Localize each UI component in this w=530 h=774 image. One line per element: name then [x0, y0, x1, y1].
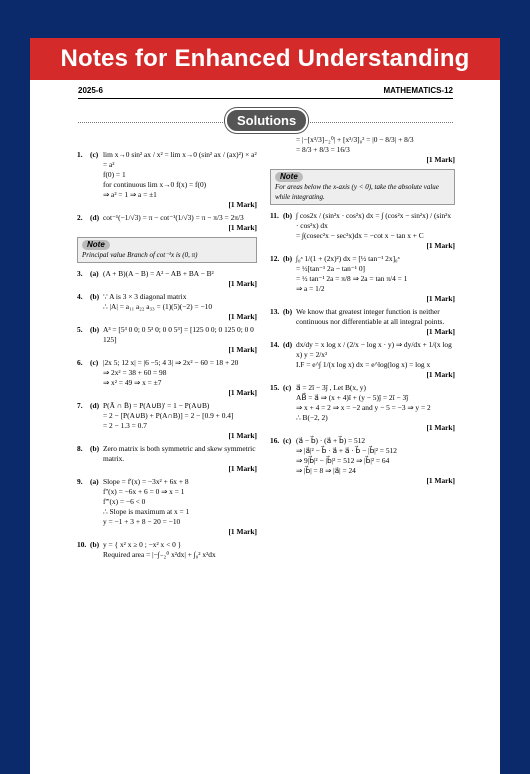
- mark-label: [1 Mark]: [228, 223, 257, 232]
- solution-item: [77, 540, 257, 560]
- question-number: 2.: [77, 213, 83, 222]
- solution-body: [296, 340, 455, 380]
- solution-body: [296, 254, 455, 304]
- solution-item: [270, 383, 455, 433]
- answer-option: (c): [90, 150, 99, 159]
- solution-line: AB⃗ = a⃗ ⇒ (x + 4)î + (y − 5)ĵ = 2î − 3ĵ: [296, 393, 409, 402]
- solution-line: cot⁻¹(−1/√3) = π − cot⁻¹(1/√3) = π − π/3 = 2π/3: [103, 213, 244, 222]
- solution-item: [77, 401, 257, 441]
- solution-item: [270, 135, 455, 165]
- page-number: 2025-6: [78, 86, 103, 95]
- mark-label: [1 Mark]: [426, 155, 455, 164]
- solution-line: f'''(x) = −6 < 0: [103, 497, 146, 506]
- question-number: 8.: [77, 444, 83, 453]
- solution-line: |2x 5; 12 x| = |6 −5; 4 3| ⇒ 2x² − 60 = 18 + 20: [103, 358, 239, 367]
- question-number: 1.: [77, 150, 83, 159]
- mark-label: [1 Mark]: [228, 464, 257, 473]
- solution-body: [296, 436, 455, 486]
- solution-item: [270, 436, 455, 486]
- solution-line: ⇒ a² = 1 ⇒ a = ±1: [103, 190, 157, 199]
- solutions-heading: Solutions: [225, 108, 308, 133]
- question-number: 12.: [270, 254, 280, 263]
- mark-label: [1 Mark]: [426, 476, 455, 485]
- question-number: 11.: [270, 211, 279, 220]
- question-number: 14.: [270, 340, 280, 349]
- solution-line: = 2 − [P(A∪B) + P(A∩B)] = 2 − [0.9 + 0.4]: [103, 411, 234, 420]
- answer-option: (b): [90, 444, 100, 453]
- question-number: 5.: [77, 325, 83, 334]
- solution-line: ⇒ x² = 49 ⇒ x = ±7: [103, 378, 162, 387]
- answer-option: (c): [283, 436, 292, 445]
- banner-title: Notes for Enhanced Understanding: [30, 38, 500, 80]
- note-box: [270, 169, 455, 205]
- question-number: 9.: [77, 477, 83, 486]
- header-rule: [78, 98, 453, 99]
- solution-line: A³ = [5³ 0 0; 0 5³ 0; 0 0 5³] = [125 0 0; 0 125 0; 0 0 125]: [103, 325, 254, 344]
- mark-label: [1 Mark]: [426, 294, 455, 303]
- mark-label: [1 Mark]: [426, 370, 455, 379]
- question-number: 10.: [77, 540, 87, 549]
- answer-option: (c): [90, 358, 99, 367]
- solution-line: (A + B)(A − B) = A² − AB + BA − B²: [103, 269, 214, 278]
- solution-line: ∴ |A| = a₁₁ a₂₂ a₃₃ = (1)(5)(−2) = −10: [103, 302, 213, 311]
- solution-line: We know that greatest integer function is neither continuous nor differentiable at all integral points.: [296, 307, 445, 326]
- solution-body: [103, 444, 257, 474]
- note-title: Note: [82, 240, 110, 250]
- mark-label: [1 Mark]: [426, 423, 455, 432]
- solution-line: dx/dy = x log x / (2/x − log x · y) ⇒ dy/dx + 1/(x log x) y = 2/x²: [296, 340, 452, 359]
- solution-line: a⃗ = 2î − 3ĵ , Let B(x, y): [296, 383, 366, 392]
- solution-line: for continuous lim x→0 f(x) = f(0): [103, 180, 207, 189]
- answer-option: (a): [90, 269, 99, 278]
- solution-line: f(0) = 1: [103, 170, 126, 179]
- answer-option: (b): [90, 292, 100, 301]
- solution-body: [103, 292, 257, 322]
- solution-item: [77, 325, 257, 355]
- solution-line: ⇒ 9|b⃗|² − |b⃗|² = 512 ⇒ |b⃗|² = 64: [296, 456, 390, 465]
- solution-line: ⇒ |b⃗| = 8 ⇒ |a⃗| = 24: [296, 466, 356, 475]
- solution-line: y = −1 + 3 + 8 − 20 = −10: [103, 517, 181, 526]
- solution-line: Required area = |−∫₋₂⁰ x²dx| + ∫₀² x²dx: [103, 550, 216, 559]
- solution-line: Slope = f'(x) = −3x² + 6x + 8: [103, 477, 189, 486]
- subject-title: MATHEMATICS-12: [383, 86, 453, 95]
- solution-body: [296, 307, 455, 337]
- solution-body: [103, 269, 257, 289]
- answer-option: (d): [90, 213, 100, 222]
- solution-line: ⇒ x + 4 = 2 ⇒ x = −2 and y − 5 = −3 ⇒ y = 2: [296, 403, 431, 412]
- answer-option: (b): [90, 325, 100, 334]
- solution-body: [103, 401, 257, 441]
- solution-body: [296, 383, 455, 433]
- solution-body: [103, 150, 257, 210]
- solution-item: [77, 269, 257, 289]
- solution-line: = 2 − 1.3 = 0.7: [103, 421, 147, 430]
- answer-option: (b): [283, 254, 293, 263]
- solution-line: = |−[x³/3]₋₂⁰| + [x³/3]₀² = |0 − 8/3| + 8/3: [296, 135, 414, 144]
- solution-line: = ½[tan⁻¹ 2a − tan⁻¹ 0]: [296, 264, 366, 273]
- question-number: 7.: [77, 401, 83, 410]
- solution-item: [77, 444, 257, 474]
- solution-body: [296, 211, 455, 251]
- question-number: 4.: [77, 292, 83, 301]
- solution-line: ∴ Slope is maximum at x = 1: [103, 507, 190, 516]
- solution-item: [270, 254, 455, 304]
- right-column: [270, 135, 455, 489]
- solution-item: [77, 150, 257, 210]
- solution-line: (a⃗ − b⃗) · (a⃗ + b⃗) = 512: [296, 436, 366, 445]
- solution-body: [296, 135, 455, 165]
- note-box: [77, 237, 257, 263]
- solution-item: [77, 477, 257, 537]
- answer-option: (d): [90, 401, 100, 410]
- solution-line: ∫₀ᵃ 1/(1 + (2x)²) dx = [½ tan⁻¹ 2x]₀ᵃ: [296, 254, 400, 263]
- solution-item: [270, 211, 455, 251]
- solution-line: ⇒ |a⃗|² − b⃗ · a⃗ + a⃗ · b⃗ − |b⃗|² = 512: [296, 446, 397, 455]
- note-text: Principal value Branch of cot⁻¹x is (0, π): [82, 251, 198, 259]
- mark-label: [1 Mark]: [228, 345, 257, 354]
- solution-body: [103, 540, 257, 560]
- solution-line: ∴ B(−2, 2): [296, 413, 328, 422]
- solution-line: Zero matrix is both symmetric and skew symmetric matrix.: [103, 444, 256, 463]
- mark-label: [1 Mark]: [228, 279, 257, 288]
- note-title: Note: [275, 172, 303, 182]
- question-number: 6.: [77, 358, 83, 367]
- question-number: 15.: [270, 383, 280, 392]
- solution-line: I.F = e^∫ 1/(x log x) dx = e^log(log x) = log x: [296, 360, 431, 369]
- question-number: 3.: [77, 269, 83, 278]
- solution-item: [270, 307, 455, 337]
- question-number: 16.: [270, 436, 280, 445]
- answer-option: (c): [283, 383, 292, 392]
- note-text: For areas below the x-axis (y < 0), take the absolute value while integrating.: [275, 183, 439, 201]
- solution-line: ⇒ a = 1/2: [296, 284, 325, 293]
- page: [30, 80, 500, 774]
- answer-option: (b): [90, 540, 100, 549]
- mark-label: [1 Mark]: [228, 200, 257, 209]
- solution-item: [270, 340, 455, 380]
- solution-body: [103, 213, 257, 233]
- answer-option: (d): [283, 340, 293, 349]
- solution-line: = 8/3 + 8/3 = 16/3: [296, 145, 350, 154]
- answer-option: (a): [90, 477, 99, 486]
- mark-label: [1 Mark]: [228, 388, 257, 397]
- solution-line: = ∫(cosec²x − sec²x)dx = −cot x − tan x + C: [296, 231, 424, 240]
- mark-label: [1 Mark]: [426, 241, 455, 250]
- solution-item: [77, 292, 257, 322]
- solution-line: lim x→0 sin² ax / x² = lim x→0 (sin² ax / (ax)²) × a² = a²: [103, 150, 257, 169]
- solution-body: [103, 477, 257, 537]
- solution-line: f''(x) = −6x + 6 = 0 ⇒ x = 1: [103, 487, 185, 496]
- solution-item: [77, 213, 257, 233]
- mark-label: [1 Mark]: [228, 527, 257, 536]
- solutions-heading-wrap: [225, 108, 308, 133]
- left-column: [77, 150, 257, 563]
- question-number: 13.: [270, 307, 280, 316]
- solution-line: P(Ā ∩ B̄) = P(A∪B)' = 1 − P(A∪B): [103, 401, 210, 410]
- solution-line: y = { x² x ≥ 0 ; −x² x < 0 }: [103, 540, 182, 549]
- mark-label: [1 Mark]: [228, 431, 257, 440]
- solution-line: = ½ tan⁻¹ 2a = π/8 ⇒ 2a = tan π/4 = 1: [296, 274, 408, 283]
- solution-line: ∫ cos2x / (sin²x · cos²x) dx = ∫ (cos²x − sin²x) / (sin²x · cos²x) dx: [296, 211, 452, 230]
- answer-option: (b): [283, 211, 293, 220]
- solution-line: ∵ A is 3 × 3 diagonal matrix: [103, 292, 187, 301]
- answer-option: (b): [283, 307, 293, 316]
- solution-item: [77, 358, 257, 398]
- solution-body: [103, 325, 257, 355]
- mark-label: [1 Mark]: [426, 327, 455, 336]
- mark-label: [1 Mark]: [228, 312, 257, 321]
- solution-body: [103, 358, 257, 398]
- solution-line: ⇒ 2x² = 38 + 60 = 98: [103, 368, 167, 377]
